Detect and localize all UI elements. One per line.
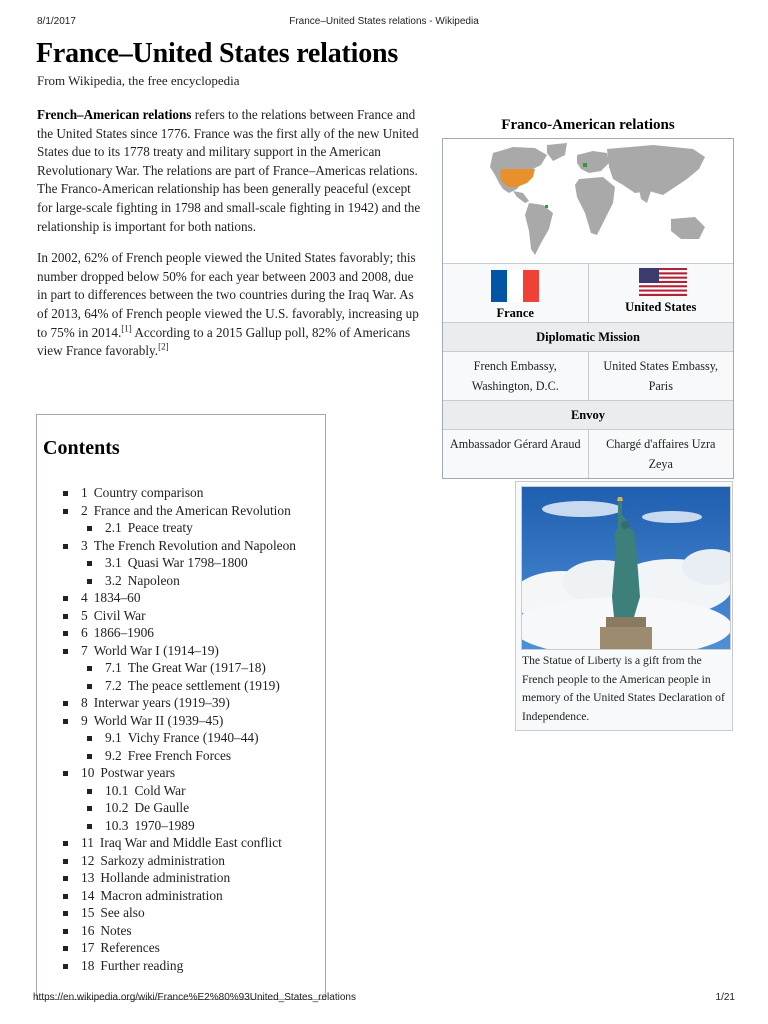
toc-item[interactable] <box>61 887 323 905</box>
toc-item-label: Sarkozy administration <box>100 852 225 868</box>
print-url: https://en.wikipedia.org/wiki/France%E2%80%93United_States_relations <box>33 992 356 1003</box>
toc-subitem[interactable] <box>85 572 323 590</box>
toc-subitem-label: Peace treaty <box>127 520 193 535</box>
toc-item[interactable] <box>61 589 323 607</box>
toc-subitem[interactable] <box>85 817 323 835</box>
toc-subitem-label: Vichy France (1940–44) <box>127 730 259 745</box>
map-africa <box>575 177 615 235</box>
toc-item-label: See also <box>100 905 145 920</box>
us-flag-stripe <box>639 294 687 296</box>
toc-item-number: 4 <box>81 590 88 605</box>
toc-item-number: 10 <box>81 765 95 780</box>
print-date: 8/1/2017 <box>37 16 76 27</box>
france-flag-red <box>523 270 539 302</box>
us-flag-stripe <box>639 285 687 287</box>
toc-item[interactable] <box>61 922 323 940</box>
toc-item-number: 12 <box>81 852 95 868</box>
toc-item-number: 15 <box>81 905 95 920</box>
toc-item-label: Postwar years <box>100 765 176 780</box>
france-flag-white <box>507 270 523 302</box>
print-page-number: 1/21 <box>715 992 735 1003</box>
toc-item-label: References <box>100 940 160 955</box>
flag-cell-united-states <box>588 264 734 322</box>
toc-item[interactable] <box>61 939 323 957</box>
toc-item[interactable] <box>61 869 323 887</box>
map-french-guiana-marker <box>545 205 548 208</box>
country-label-france: France <box>496 306 534 320</box>
toc-item-label: Iraq War and Middle East conflict <box>99 835 282 850</box>
world-map[interactable] <box>443 139 733 264</box>
map-asia <box>607 145 705 195</box>
country-label-united-states: United States <box>625 300 697 314</box>
toc-item-number: 1 <box>81 485 88 500</box>
envoy-header: Envoy <box>443 401 733 430</box>
infobox-caption: Franco-American relations <box>501 117 675 133</box>
world-map-image <box>443 139 733 263</box>
toc-subitem-label: The peace settlement (1919) <box>127 677 280 693</box>
toc-item-number: 2 <box>81 502 88 518</box>
toc-subitem[interactable] <box>85 729 323 747</box>
toc-item-label: Hollande administration <box>100 870 231 885</box>
diplomatic-mission-row <box>443 352 733 401</box>
intro-text-2b: According to a 2015 Gallup poll, 82% of Americans view France favorably. <box>37 324 411 359</box>
toc-subitem[interactable] <box>85 659 323 677</box>
toc-subitem-label: The Great War (1917–18) <box>127 660 266 675</box>
france-flag-blue <box>491 270 507 302</box>
us-flag-canton <box>639 268 659 283</box>
toc-item-label: The French Revolution and Napoleon <box>93 537 297 553</box>
toc-item-label: 1866–1906 <box>93 625 154 640</box>
toc-item-label: Further reading <box>100 957 184 973</box>
statue-of-liberty-figure <box>515 481 733 731</box>
toc-sublist <box>85 519 323 537</box>
toc-item-number: 11 <box>81 835 94 850</box>
toc-item[interactable] <box>61 852 323 870</box>
figure-caption: The Statue of Liberty is a gift from the French people to the American people in memory of the United States Declaration of Independence. <box>522 654 725 723</box>
toc-item-label: Macron administration <box>100 887 223 903</box>
map-greenland <box>547 143 567 161</box>
us-flag-stripe <box>639 283 687 285</box>
toc-item-number: 6 <box>81 625 88 640</box>
toc-subitem[interactable] <box>85 677 323 695</box>
toc-item-number: 14 <box>81 887 95 903</box>
table-of-contents <box>36 414 326 1000</box>
print-footer <box>0 992 768 1006</box>
flag-cell-france <box>443 264 588 322</box>
toc-item-number: 7 <box>81 642 88 658</box>
article-intro <box>37 106 422 374</box>
toc-item-label: World War II (1939–45) <box>93 712 224 728</box>
toc-item-number: 9 <box>81 712 88 728</box>
toc-subitem[interactable] <box>85 747 323 765</box>
intro-text-2a: In 2002, 62% of French people viewed the United States favorably; this number dropped below 50% for each year between 2003 and 2008, due in part to differences between the two countries during the Iraq War. As of 2013, 64% of French people viewed the U.S. favorably, increasing up to 75% in 2014. <box>37 250 419 340</box>
toc-subitem-label: Free French Forces <box>127 747 232 763</box>
toc-subitem-number: 9.2 <box>105 747 122 763</box>
statue-of-liberty-image[interactable] <box>521 486 731 650</box>
toc-item[interactable] <box>61 484 323 502</box>
map-central-america <box>513 191 529 203</box>
toc-item-label: Notes <box>100 922 132 938</box>
map-india <box>639 189 651 203</box>
toc-sublist <box>85 659 323 694</box>
toc-item-number: 17 <box>81 940 95 955</box>
toc-item-number: 18 <box>81 957 95 973</box>
mission-france[interactable]: French Embassy, Washington, D.C. <box>471 359 559 393</box>
united-states-flag-icon[interactable] <box>639 268 687 296</box>
intro-bold-term: French–American relations <box>37 107 192 122</box>
toc-item[interactable] <box>61 712 323 765</box>
toc-item[interactable] <box>61 537 323 590</box>
map-australia <box>671 217 705 239</box>
reference-link-1[interactable]: [1] <box>121 323 132 334</box>
toc-item-number: 8 <box>81 695 88 710</box>
statue-of-liberty-photo <box>522 487 730 649</box>
france-flag-icon[interactable] <box>491 270 539 302</box>
toc-item-label: France and the American Revolution <box>93 502 291 518</box>
map-south-america <box>525 203 553 255</box>
tagline: From Wikipedia, the free encyclopedia <box>37 73 240 88</box>
toc-item[interactable] <box>61 694 323 712</box>
toc-item[interactable] <box>61 607 323 625</box>
toc-item-label: Interwar years (1919–39) <box>93 695 230 710</box>
toc-subitem-number: 2.1 <box>105 520 122 535</box>
toc-title: Contents <box>43 437 120 459</box>
print-page-title: France–United States relations - Wikipedia <box>289 16 479 27</box>
toc-sublist <box>85 782 323 835</box>
toc-item[interactable] <box>61 502 323 537</box>
toc-sublist <box>85 729 323 764</box>
infobox <box>442 112 734 479</box>
toc-item[interactable] <box>61 957 323 975</box>
toc-subitem-number: 3.2 <box>105 572 122 588</box>
toc-subitem-label: Napoleon <box>127 572 180 588</box>
toc-item[interactable] <box>61 764 323 834</box>
toc-item-label: 1834–60 <box>93 590 141 605</box>
reference-link-2[interactable]: [2] <box>158 341 169 352</box>
toc-item-label: Country comparison <box>93 485 204 500</box>
us-flag-stripe <box>639 292 687 294</box>
toc-sublist <box>85 554 323 589</box>
toc-subitem-number: 9.1 <box>105 730 122 745</box>
toc-subitem[interactable] <box>85 554 323 572</box>
toc-subitem[interactable] <box>85 799 323 817</box>
map-europe <box>577 151 609 173</box>
toc-item-number: 13 <box>81 870 95 885</box>
us-flag-stripe <box>639 287 687 289</box>
intro-paragraph-1 <box>37 106 422 236</box>
toc-item-number: 3 <box>81 537 88 553</box>
toc-subitem-label: Cold War <box>134 782 186 798</box>
toc-item[interactable] <box>61 624 323 642</box>
toc-item[interactable] <box>61 834 323 852</box>
toc-list <box>61 484 323 974</box>
toc-subitem-label: 1970–1989 <box>134 817 195 833</box>
toc-subitem-number: 10.2 <box>105 800 129 815</box>
infobox-table <box>442 138 734 479</box>
toc-subitem[interactable] <box>85 782 323 800</box>
envoy-united-states[interactable]: Chargé d'affaires Uzra Zeya <box>588 430 734 478</box>
map-usa <box>500 169 535 187</box>
mission-united-states[interactable]: United States Embassy, Paris <box>588 352 734 400</box>
toc-subitem-number: 3.1 <box>105 555 122 570</box>
toc-subitem-label: Quasi War 1798–1800 <box>127 555 248 570</box>
toc-item-number: 16 <box>81 922 95 938</box>
us-flag-stripe <box>639 290 687 292</box>
envoy-france[interactable]: Ambassador Gérard Araud <box>449 437 581 451</box>
toc-item-label: Civil War <box>93 607 146 623</box>
toc-item[interactable] <box>61 642 323 695</box>
toc-subitem[interactable] <box>85 519 323 537</box>
toc-subitem-number: 7.2 <box>105 677 122 693</box>
toc-subitem-number: 7.1 <box>105 660 122 675</box>
intro-text-1: refers to the relations between France and the United States since 1776. France was the first ally of the new United States due to its 1778 treaty and military support in the American Revolutionary War. The relations are part of France–Americas relations. The Franco-American relationship has been generally peaceful (except for large-scale fighting in 1798 and small-scale fighting in 1942) and the relationship is important for both nations. <box>37 107 421 234</box>
envoy-row <box>443 430 733 478</box>
toc-subitem-label: De Gaulle <box>134 800 190 815</box>
toc-item[interactable] <box>61 904 323 922</box>
diplomatic-mission-header: Diplomatic Mission <box>443 323 733 352</box>
toc-subitem-number: 10.1 <box>105 782 129 798</box>
toc-item-label: World War I (1914–19) <box>93 642 219 658</box>
intro-paragraph-2 <box>37 249 422 361</box>
toc-subitem-number: 10.3 <box>105 817 129 833</box>
toc-item-number: 5 <box>81 607 88 623</box>
page-title: France–United States relations <box>36 38 399 69</box>
print-header <box>0 16 768 30</box>
map-france-marker <box>583 163 587 167</box>
flags-row <box>443 264 733 323</box>
